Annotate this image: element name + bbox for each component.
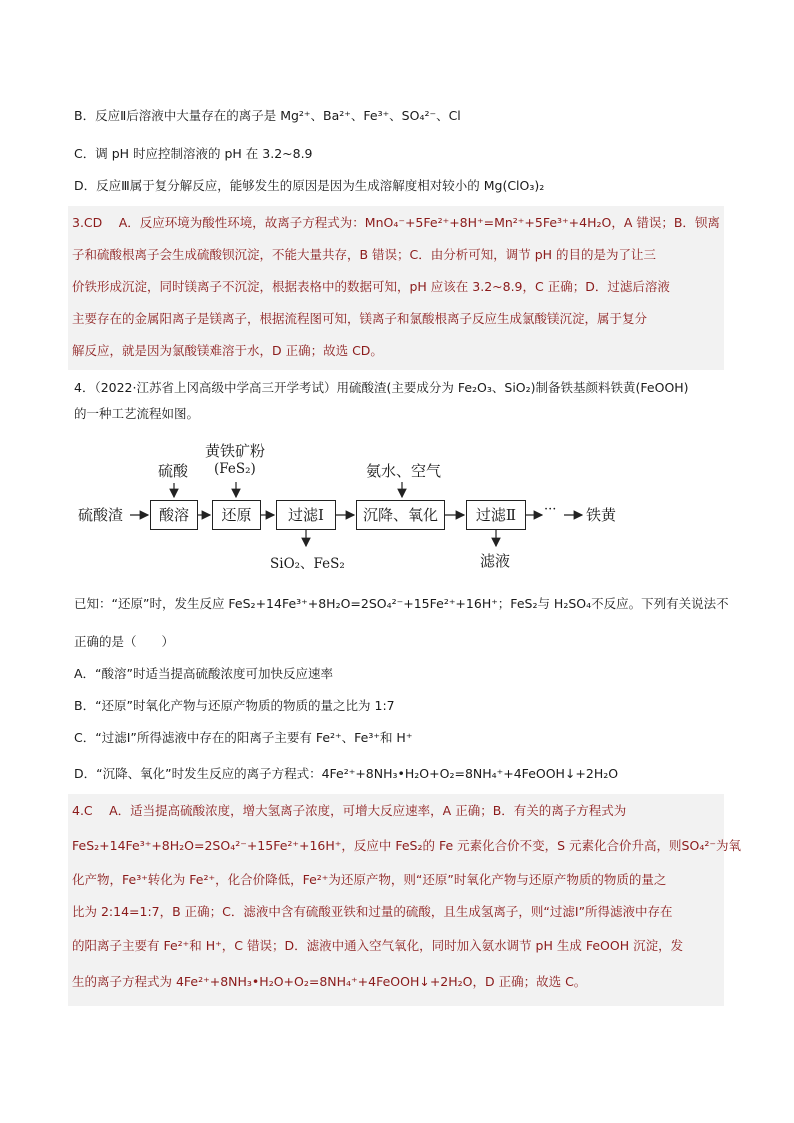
reagent-ammonia-air: 氨水、空气	[366, 462, 442, 480]
q4-answer-line: 的阳离子主要有 Fe²⁺和 H⁺，C 错误；D．滤液中通入空气氧化，同时加入氨水调节 pH 生成 FeOOH 沉淀，发	[72, 938, 684, 953]
q3-option-d: D．反应Ⅲ属于复分解反应，能够发生的原因是因为生成溶解度相对较小的 Mg(ClO₃)₂	[74, 178, 545, 193]
q3-option-b: B．反应Ⅱ后溶液中大量存在的离子是 Mg²⁺、Ba²⁺、Fe³⁺、SO₄²⁻、Cl	[74, 108, 461, 123]
q4-option-c: C．“过滤Ⅰ”所得滤液中存在的阳离子主要有 Fe²⁺、Fe³⁺和 H⁺	[74, 730, 413, 745]
q3-answer-line: 解反应，就是因为氯酸镁难溶于水，D 正确；故选 CD。	[72, 343, 383, 358]
reagent-pyrite: 黄铁矿粉	[205, 442, 266, 460]
q3-answer-block	[68, 206, 724, 370]
q3-answer-line: 主要存在的金属阳离子是镁离子，根据流程图可知，镁离子和氯酸根离子反应生成氯酸镁沉淀，属于复分	[72, 311, 648, 326]
q4-stem-line2: 的一种工艺流程如图。	[74, 406, 200, 421]
q4-option-b: B．“还原”时氧化产物与还原产物质的物质的量之比为 1:7	[74, 698, 395, 713]
q4-known-line2: 正确的是（ ）	[74, 634, 175, 649]
process-flow-diagram	[74, 438, 634, 578]
q4-answer-block	[68, 794, 741, 1006]
flow-ellipsis: ···	[544, 502, 557, 517]
flow-step-acid-dissolve: 酸溶	[150, 500, 198, 530]
flow-step-settle-oxidize: 沉降、氧化	[356, 500, 445, 530]
flow-step-filter-1: 过滤Ⅰ	[276, 500, 336, 530]
flow-input-label: 硫酸渣	[78, 506, 124, 524]
residue-sio2-fes2: SiO₂、FeS₂	[270, 556, 345, 572]
q4-answer-line: 比为 2:14=1:7，B 正确；C．滤液中含有硫酸亚铁和过量的硫酸，且生成氢离子，则“过滤Ⅰ”所得滤液中存在	[72, 904, 673, 919]
reagent-sulfuric-acid: 硫酸	[158, 462, 189, 480]
flow-output-label: 铁黄	[586, 506, 617, 524]
flow-step-filter-2: 过滤Ⅱ	[466, 500, 526, 530]
q4-option-d: D．“沉降、氧化”时发生反应的离子方程式：4Fe²⁺+8NH₃•H₂O+O₂=8NH₄⁺+4FeOOH↓+2H₂O	[74, 766, 619, 781]
flow-step-reduce: 还原	[212, 500, 261, 530]
q4-known-line1: 已知：“还原”时，发生反应 FeS₂+14Fe³⁺+8H₂O=2SO₄²⁻+15Fe²⁺+16H⁺；FeS₂与 H₂SO₄不反应。下列有关说法不	[74, 596, 729, 611]
q4-answer-line: 生的离子方程式为 4Fe²⁺+8NH₃•H₂O+O₂=8NH₄⁺+4FeOOH↓+2H₂O，D 正确；故选 C。	[72, 974, 587, 989]
q3-answer-line: 价铁形成沉淀，同时镁离子不沉淀，根据表格中的数据可知，pH 应该在 3.2~8.9，C 正确；D．过滤后溶液	[72, 279, 670, 294]
q4-answer-line: 4.C A．适当提高硫酸浓度，增大氢离子浓度，可增大反应速率，A 正确；B．有关的离子方程式为	[72, 803, 627, 818]
q4-answer-line: 化产物，Fe³⁺转化为 Fe²⁺，化合价降低，Fe²⁺为还原产物，则“还原”时氧化产物与还原产物质的物质的量之	[72, 872, 667, 887]
q4-option-a: A．“酸溶”时适当提高硫酸浓度可加快反应速率	[74, 666, 334, 681]
q3-answer-line: 3.CD A．反应环境为酸性环境，故离子方程式为：MnO₄⁻+5Fe²⁺+8H⁺=Mn²⁺+5Fe³⁺+4H₂O，A 错误；B．钡离	[72, 215, 720, 230]
q3-answer-line: 子和硫酸根离子会生成硫酸钡沉淀，不能大量共存，B 错误；C．由分析可知，调节 pH 的目的是为了让三	[72, 247, 657, 262]
residue-filtrate: 滤液	[480, 552, 511, 570]
reagent-pyrite-formula: (FeS₂)	[214, 461, 256, 477]
q3-option-c: C．调 pH 时应控制溶液的 pH 在 3.2~8.9	[74, 146, 313, 161]
q4-answer-line: FeS₂+14Fe³⁺+8H₂O=2SO₄²⁻+15Fe²⁺+16H⁺，反应中 FeS₂的 Fe 元素化合价不变，S 元素化合价升高，则SO₄²⁻为氧	[72, 838, 741, 853]
q4-stem-line1: 4．（2022·江苏省上冈高级中学高三开学考试）用硫酸渣(主要成分为 Fe₂O₃、SiO₂)制备铁基颜料铁黄(FeOOH)	[74, 380, 689, 395]
